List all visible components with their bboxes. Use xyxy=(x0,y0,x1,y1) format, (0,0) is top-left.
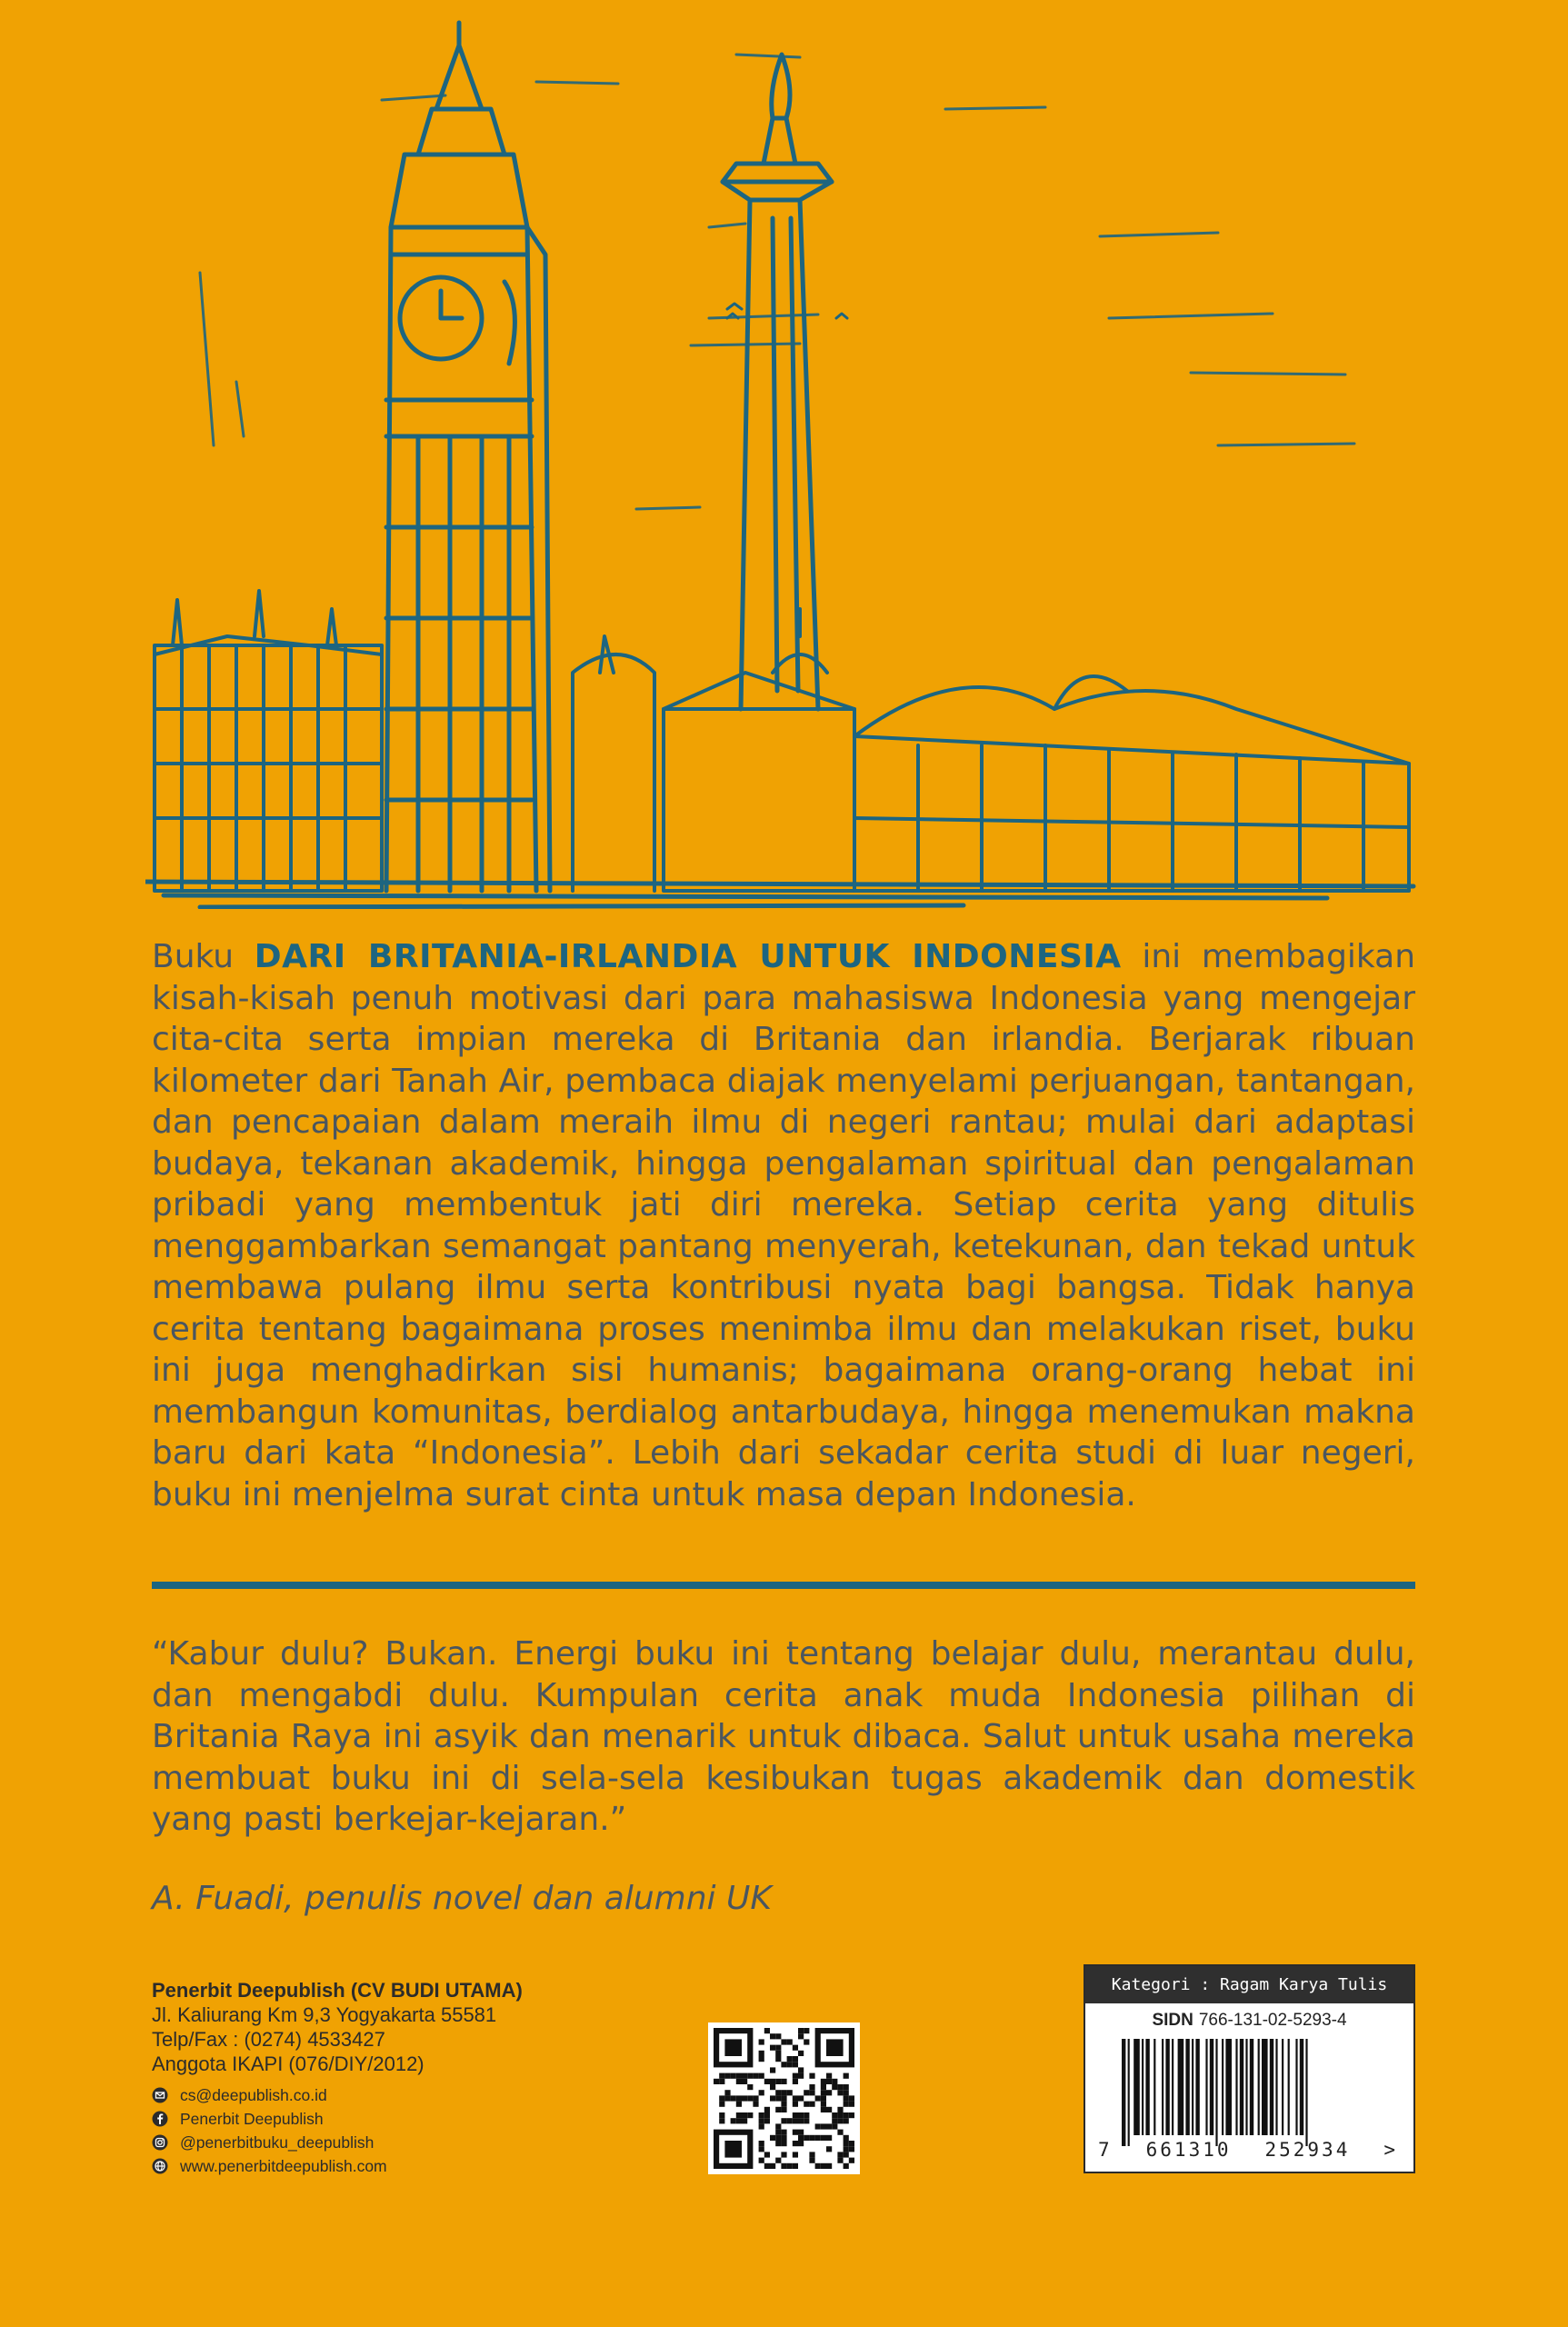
barcode-bar xyxy=(1122,2039,1125,2146)
qr-module xyxy=(775,2033,781,2039)
qr-module xyxy=(815,2123,821,2129)
qr-module xyxy=(747,2073,753,2079)
qr-module xyxy=(736,2073,742,2079)
qr-module xyxy=(821,2107,826,2112)
qr-module xyxy=(781,2062,786,2067)
qr-module xyxy=(809,2152,814,2157)
barcode-bar xyxy=(1240,2039,1243,2135)
qr-module xyxy=(849,2141,854,2146)
barcode-bar xyxy=(1162,2039,1164,2135)
qr-module xyxy=(714,2079,719,2084)
contact-website-text: www.penerbitdeepublish.com xyxy=(180,2156,387,2175)
qr-module xyxy=(849,2102,854,2107)
qr-module xyxy=(764,2163,770,2169)
qr-module xyxy=(804,2028,809,2033)
contact-facebook[interactable] xyxy=(152,2107,661,2131)
qr-module xyxy=(826,2146,832,2152)
qr-code[interactable] xyxy=(708,2022,860,2174)
qr-module xyxy=(724,2073,730,2079)
qr-module xyxy=(826,2073,832,2079)
qr-module xyxy=(731,2073,736,2079)
qr-module xyxy=(821,2123,826,2129)
qr-module xyxy=(793,2079,798,2084)
qr-module xyxy=(844,2152,849,2157)
qr-module xyxy=(775,2090,781,2095)
qr-module xyxy=(837,2107,843,2112)
qr-module xyxy=(770,2045,775,2051)
qr-module xyxy=(832,2079,837,2084)
qr-module xyxy=(804,2102,809,2107)
qr-module xyxy=(736,2118,742,2123)
qr-module xyxy=(798,2028,804,2033)
qr-module xyxy=(787,2118,793,2123)
publisher-name: Penerbit Deepublish (CV BUDI UTAMA) xyxy=(152,1979,523,2002)
qr-module xyxy=(759,2112,764,2118)
barcode-bar xyxy=(1258,2039,1260,2135)
qr-module xyxy=(753,2095,758,2101)
qr-module xyxy=(821,2095,826,2101)
qr-module xyxy=(781,2130,786,2135)
qr-module xyxy=(775,2135,781,2141)
publisher-phone: Telp/Fax : (0274) 4533427 xyxy=(152,2028,385,2051)
quote-attribution: A. Fuadi, penulis novel dan alumni UK xyxy=(152,1880,772,1917)
qr-module xyxy=(821,2090,826,2095)
qr-module xyxy=(809,2084,814,2090)
qr-module xyxy=(747,2084,753,2090)
qr-module xyxy=(849,2146,854,2152)
qr-module xyxy=(787,2039,793,2044)
book-title: DARI BRITANIA-IRLANDIA UNTUK INDONESIA xyxy=(254,938,1122,975)
qr-module xyxy=(764,2112,770,2118)
qr-module xyxy=(724,2090,730,2095)
qr-module xyxy=(798,2033,804,2039)
qr-module xyxy=(798,2118,804,2123)
qr-module xyxy=(793,2095,798,2101)
qr-module xyxy=(809,2073,814,2079)
qr-module xyxy=(747,2112,753,2118)
qr-module xyxy=(770,2135,775,2141)
qr-module xyxy=(815,2135,821,2141)
qr-module xyxy=(844,2102,849,2107)
qr-module xyxy=(837,2130,843,2135)
qr-module xyxy=(793,2130,798,2135)
qr-module xyxy=(793,2152,798,2157)
qr-module xyxy=(832,2118,837,2123)
qr-module xyxy=(793,2102,798,2107)
barcode-bar xyxy=(1178,2039,1184,2135)
barcode-bar xyxy=(1275,2039,1277,2135)
qr-module xyxy=(837,2090,843,2095)
qr-code-graphic xyxy=(708,2022,860,2174)
qr-module xyxy=(781,2079,786,2084)
qr-module xyxy=(793,2056,798,2062)
qr-module xyxy=(844,2118,849,2123)
barcode-bar xyxy=(1262,2039,1268,2135)
qr-module xyxy=(804,2039,809,2044)
qr-module xyxy=(781,2152,786,2157)
qr-module xyxy=(764,2028,770,2033)
barcode-bar xyxy=(1165,2039,1169,2135)
qr-module xyxy=(821,2135,826,2141)
publisher-info xyxy=(152,1978,661,2178)
qr-module xyxy=(770,2033,775,2039)
qr-module xyxy=(849,2158,854,2163)
qr-module xyxy=(809,2102,814,2107)
barcode-bar xyxy=(1205,2039,1207,2135)
barcode-bar xyxy=(1245,2039,1247,2135)
qr-module xyxy=(770,2084,775,2090)
qr-module xyxy=(770,2079,775,2084)
qr-module xyxy=(844,2095,849,2101)
barcode-bar xyxy=(1215,2039,1217,2146)
qr-module xyxy=(826,2163,832,2169)
book-description xyxy=(152,936,1415,1515)
qr-module xyxy=(781,2102,786,2107)
barcode-bar xyxy=(1145,2039,1149,2135)
qr-module xyxy=(798,2130,804,2135)
qr-module xyxy=(844,2112,849,2118)
qr-module xyxy=(837,2158,843,2163)
qr-module xyxy=(781,2107,786,2112)
barcode-bar xyxy=(1282,2039,1283,2135)
qr-module xyxy=(764,2079,770,2084)
barcode-bar xyxy=(1235,2039,1237,2135)
qr-module xyxy=(821,2102,826,2107)
barcode-bar xyxy=(1300,2039,1303,2135)
qr-module xyxy=(837,2112,843,2118)
barcode-bar xyxy=(1128,2039,1130,2146)
qr-module xyxy=(775,2051,781,2056)
qr-module xyxy=(775,2079,781,2084)
category-label: Kategori : Ragam Karya Tulis xyxy=(1085,1966,1413,2003)
sidn-number xyxy=(1085,2011,1413,2031)
qr-module xyxy=(821,2163,826,2169)
qr-module xyxy=(798,2073,804,2079)
qr-module xyxy=(832,2123,837,2129)
publisher-membership: Anggota IKAPI (076/DIY/2012) xyxy=(152,2052,424,2075)
qr-module xyxy=(742,2079,747,2084)
qr-module xyxy=(826,2090,832,2095)
qr-module xyxy=(719,2073,724,2079)
qr-module xyxy=(742,2118,747,2123)
qr-module xyxy=(731,2095,736,2101)
qr-module xyxy=(798,2135,804,2141)
qr-module xyxy=(759,2073,764,2079)
qr-module xyxy=(781,2118,786,2123)
qr-module xyxy=(753,2102,758,2107)
qr-module xyxy=(719,2079,724,2084)
qr-module xyxy=(804,2135,809,2141)
qr-module xyxy=(798,2112,804,2118)
qr-module xyxy=(815,2095,821,2101)
qr-module xyxy=(849,2095,854,2101)
qr-module xyxy=(759,2146,764,2152)
qr-module xyxy=(798,2051,804,2056)
qr-module xyxy=(798,2141,804,2146)
qr-module xyxy=(798,2095,804,2101)
qr-module xyxy=(781,2141,786,2146)
barcode-bar xyxy=(1210,2039,1213,2135)
qr-module xyxy=(793,2073,798,2079)
barcode-bar xyxy=(1142,2039,1144,2135)
qr-module xyxy=(736,2102,742,2107)
qr-module xyxy=(809,2135,814,2141)
qr-module xyxy=(753,2073,758,2079)
qr-module xyxy=(844,2141,849,2146)
barcode-digit-group-1: 661310 xyxy=(1145,2139,1232,2161)
sidn-value: 766-131-02-5293-4 xyxy=(1198,2011,1347,2030)
barcode-bar xyxy=(1154,2039,1155,2135)
barcode-digit-group-2: 252934 xyxy=(1264,2139,1351,2161)
qr-module xyxy=(793,2062,798,2067)
qr-module xyxy=(809,2090,814,2095)
qr-module xyxy=(719,2112,724,2118)
qr-module xyxy=(775,2141,781,2146)
barcode-bar xyxy=(1222,2039,1223,2135)
qr-module xyxy=(793,2112,798,2118)
qr-module xyxy=(781,2039,786,2044)
qr-module xyxy=(719,2095,724,2101)
qr-module xyxy=(770,2163,775,2169)
qr-module xyxy=(781,2090,786,2095)
qr-module xyxy=(719,2102,724,2107)
qr-module xyxy=(804,2118,809,2123)
qr-module xyxy=(719,2118,724,2123)
barcode-bars xyxy=(1122,2039,1381,2146)
qr-module xyxy=(826,2107,832,2112)
qr-module xyxy=(775,2095,781,2101)
qr-module xyxy=(759,2090,764,2095)
qr-module xyxy=(787,2163,793,2169)
qr-module xyxy=(787,2056,793,2062)
barcode-digits xyxy=(1098,2139,1398,2161)
contact-website[interactable] xyxy=(152,2154,661,2178)
qr-finder xyxy=(826,2039,844,2056)
barcode-panel xyxy=(1084,1964,1415,2173)
qr-module xyxy=(731,2118,736,2123)
barcode-digit-end: > xyxy=(1383,2139,1398,2161)
qr-module xyxy=(736,2095,742,2101)
qr-module xyxy=(832,2112,837,2118)
qr-module xyxy=(759,2118,764,2123)
qr-module xyxy=(821,2079,826,2084)
qr-module xyxy=(775,2130,781,2135)
publisher-address: Jl. Kaliurang Km 9,3 Yogyakarta 55581 xyxy=(152,2003,497,2026)
qr-module xyxy=(770,2095,775,2101)
qr-module xyxy=(759,2039,764,2044)
qr-module xyxy=(832,2084,837,2090)
contact-instagram-text: @penerbitbuku_deepublish xyxy=(180,2132,375,2152)
barcode-bar xyxy=(1185,2039,1189,2135)
contact-facebook-text: Penerbit Deepublish xyxy=(180,2109,324,2128)
qr-module xyxy=(793,2118,798,2123)
barcode-bar xyxy=(1195,2039,1199,2135)
section-divider xyxy=(152,1582,1415,1589)
facebook-icon xyxy=(152,2111,168,2127)
qr-module xyxy=(837,2084,843,2090)
qr-module xyxy=(815,2163,821,2169)
qr-finder xyxy=(724,2141,742,2158)
barcode-bar xyxy=(1192,2039,1193,2135)
qr-module xyxy=(781,2135,786,2141)
qr-module xyxy=(781,2095,786,2101)
qr-module xyxy=(775,2123,781,2129)
barcode-bar xyxy=(1295,2039,1297,2135)
qr-module xyxy=(736,2079,742,2084)
qr-module xyxy=(759,2056,764,2062)
qr-module xyxy=(844,2163,849,2169)
qr-module xyxy=(844,2135,849,2141)
globe-icon xyxy=(152,2158,168,2174)
endorsement-quote: “Kabur dulu? Bukan. Energi buku ini tentang belajar dulu, merantau dulu, dan mengabdi dulu. Kumpulan cerita anak muda Indonesia pilihan di Britania Raya ini asyik dan menarik untuk dibaca. Salut untuk usaha mereka membuat buku ini di sela-sela kesibukan tugas akademik dan domestik yang pasti berkejar-kejaran.” xyxy=(152,1635,1415,1838)
qr-module xyxy=(821,2084,826,2090)
qr-module xyxy=(837,2152,843,2157)
qr-finder xyxy=(724,2039,742,2056)
qr-module xyxy=(809,2158,814,2163)
email-icon xyxy=(152,2087,168,2103)
barcode-bar xyxy=(1172,2039,1174,2135)
barcode-bar xyxy=(1288,2039,1290,2135)
sidn-label: SIDN xyxy=(1152,2011,1193,2030)
qr-module xyxy=(787,2090,793,2095)
qr-module xyxy=(826,2079,832,2084)
landmarks-illustration xyxy=(145,18,1418,909)
qr-module xyxy=(770,2067,775,2072)
qr-module xyxy=(775,2158,781,2163)
qr-module xyxy=(781,2163,786,2169)
qr-module xyxy=(775,2056,781,2062)
barcode-bar xyxy=(1270,2039,1273,2135)
qr-module xyxy=(787,2062,793,2067)
qr-module xyxy=(844,2084,849,2090)
qr-module xyxy=(764,2118,770,2123)
qr-module xyxy=(742,2073,747,2079)
qr-module xyxy=(747,2095,753,2101)
contact-email[interactable] xyxy=(152,2083,661,2107)
qr-module xyxy=(793,2045,798,2051)
qr-module xyxy=(724,2095,730,2101)
qr-module xyxy=(804,2112,809,2118)
qr-module xyxy=(764,2107,770,2112)
qr-module xyxy=(742,2112,747,2118)
qr-module xyxy=(759,2158,764,2163)
qr-module xyxy=(844,2146,849,2152)
contact-list xyxy=(152,2083,661,2178)
barcode-bar xyxy=(1305,2039,1307,2146)
qr-module xyxy=(775,2045,781,2051)
instagram-icon xyxy=(152,2134,168,2151)
qr-module xyxy=(742,2095,747,2101)
qr-module xyxy=(793,2141,798,2146)
contact-instagram[interactable] xyxy=(152,2131,661,2154)
qr-module xyxy=(764,2152,770,2157)
qr-module xyxy=(759,2051,764,2056)
blurb-intro: Buku xyxy=(152,938,255,975)
qr-module xyxy=(775,2107,781,2112)
qr-module xyxy=(849,2112,854,2118)
barcode-digit-lead: 7 xyxy=(1098,2139,1113,2161)
qr-module xyxy=(804,2090,809,2095)
qr-module xyxy=(793,2163,798,2169)
qr-module xyxy=(736,2112,742,2118)
contact-email-text: cs@deepublish.co.id xyxy=(180,2085,327,2104)
qr-module xyxy=(759,2123,764,2129)
qr-module xyxy=(844,2090,849,2095)
qr-module xyxy=(798,2067,804,2072)
qr-module xyxy=(837,2118,843,2123)
barcode-bar xyxy=(1134,2039,1140,2135)
barcode-bar xyxy=(1250,2039,1253,2135)
qr-module xyxy=(826,2123,832,2129)
blurb-body: ini membagikan kisah-kisah penuh motivasi dari para mahasiswa Indonesia yang mengejar cita-cita serta impian mereka di Britania dan irlandia. Berjarak ribuan kilometer dari Tanah Air, pembaca diajak menyelami perjuangan, tantangan, dan pencapaian dalam meraih ilmu di negeri rantau; mulai dari adaptasi budaya, tekanan akademik, hingga pengalaman spiritual dan pengalaman pribadi yang membentuk jati diri mereka. Setiap cerita yang ditulis menggambarkan semangat pantang menyerah, ketekunan, dan tekad untuk membawa pulang ilmu serta kontribusi nyata bagi bangsa. Tidak hanya cerita tentang bagaimana proses menimba ilmu dan melakukan riset, buku ini juga menghadirkan sisi humanis; bagaimana orang-orang hebat ini membangun komunitas, berdialog antarbudaya, hingga menemukan makna baru dari kata “Indonesia”. Lebih dari sekadar cerita studi di luar negeri, buku ini menjelma surat cinta untuk masa depan Indonesia. xyxy=(152,938,1416,1513)
qr-module xyxy=(759,2141,764,2146)
barcode-bar xyxy=(1225,2039,1232,2135)
qr-module xyxy=(826,2135,832,2141)
qr-module xyxy=(844,2073,849,2079)
